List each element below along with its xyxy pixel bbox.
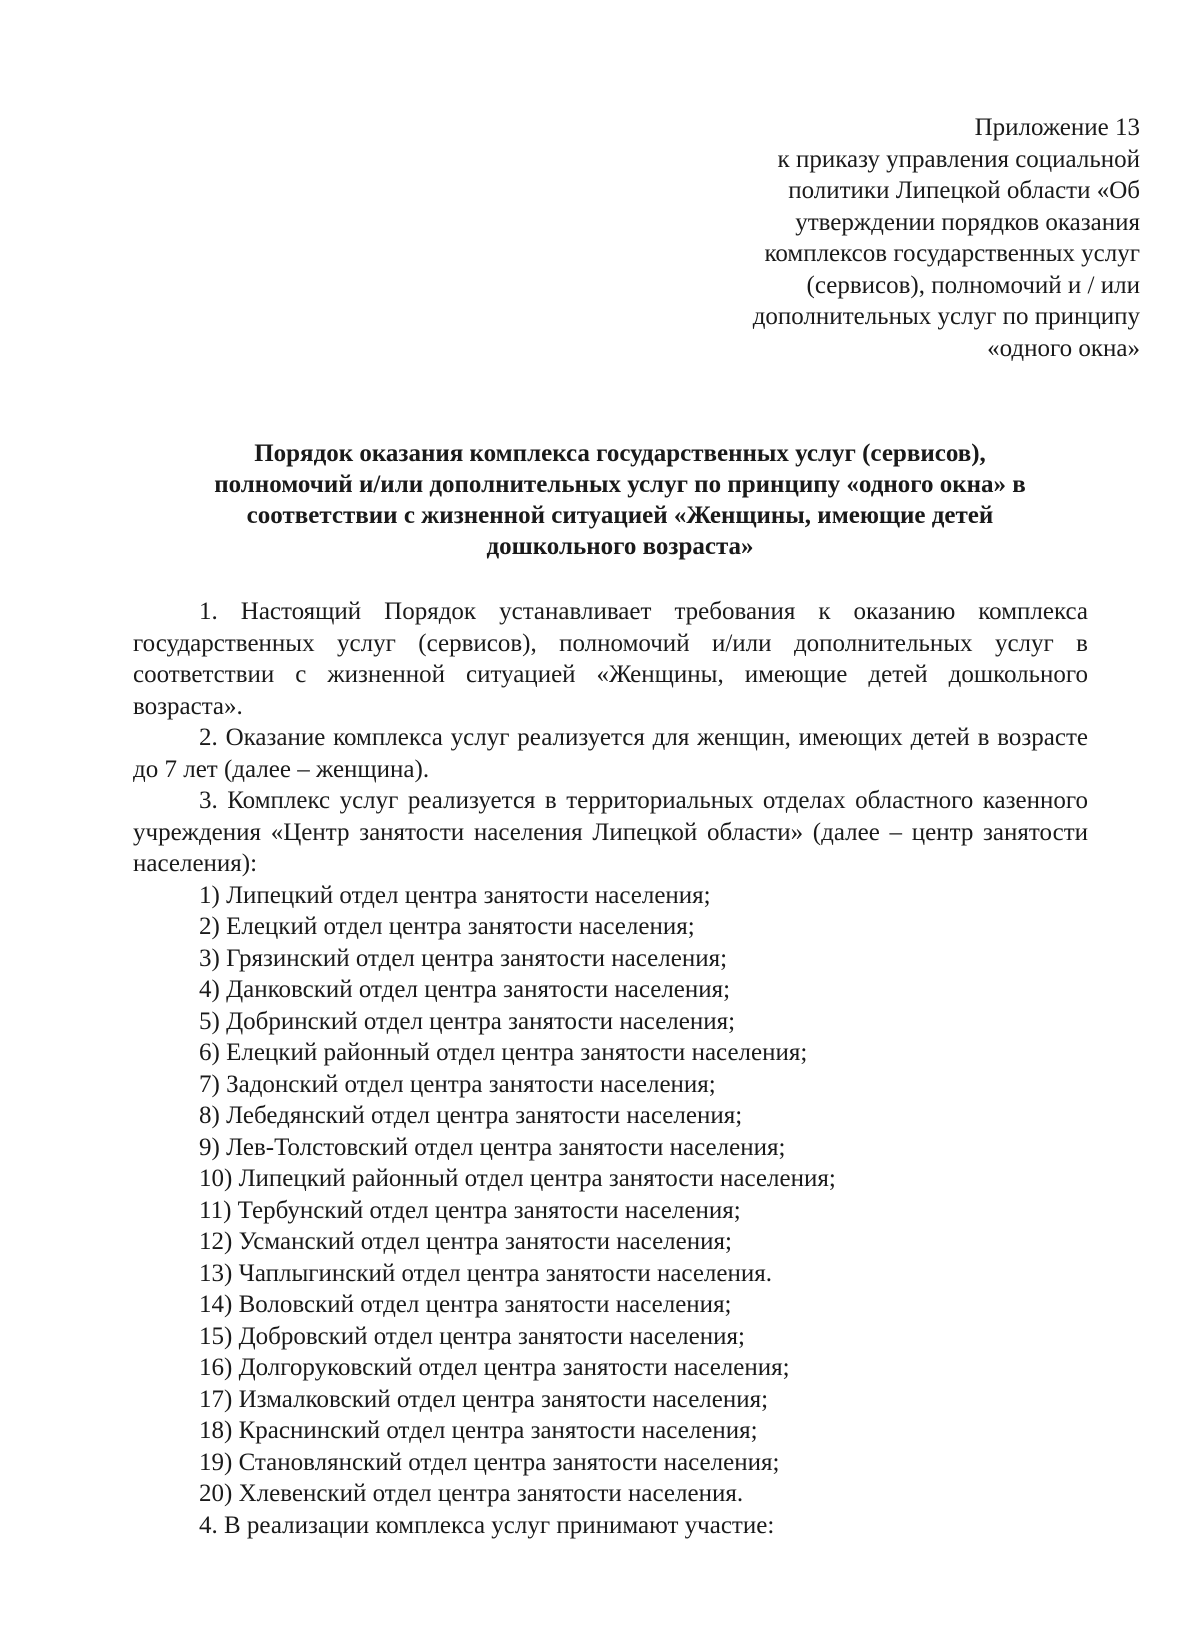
list-item: 14) Воловский отдел центра занятости населения; [199, 1291, 732, 1318]
list-item: 7) Задонский отдел центра занятости населения; [199, 1070, 716, 1098]
appendix-line: (сервисов), полномочий и / или [806, 271, 1140, 299]
appendix-line: политики Липецкой области «Об [788, 177, 1140, 204]
paragraph-1: 1. Настоящий Порядок устанавливает требования к оказанию комплекса государственных услуг (сервисов), полномочий и/или дополнительных услуг в соответствии с жизненной ситуацией «Женщины, имеющие детей дошкольного возраста». [133, 598, 1088, 720]
appendix-line: утверждении порядков оказания [795, 208, 1140, 236]
appendix-line: к приказу управления социальной [777, 145, 1140, 173]
title-line: полномочий и/или дополнительных услуг по принципу «одного окна» в [214, 471, 1026, 498]
list-item: 20) Хлевенский отдел центра занятости населения. [199, 1480, 744, 1507]
title-line: дошкольного возраста» [486, 533, 754, 560]
appendix-line: «одного окна» [987, 334, 1140, 362]
list-item: 6) Елецкий районный отдел центра занятости населения; [199, 1039, 808, 1066]
paragraph-3: 3. Комплекс услуг реализуется в территориальных отделах областного казенного учреждения «Центр занятости населения Липецкой области» (далее – центр занятости населения): [133, 787, 1088, 877]
list-item: 13) Чаплыгинский отдел центра занятости населения. [199, 1259, 773, 1287]
appendix-line: дополнительных услуг по принципу [752, 303, 1140, 330]
document-title [150, 438, 1090, 562]
list-item: 11) Тербунский отдел центра занятости населения; [199, 1196, 741, 1224]
list-item: 4) Данковский отдел центра занятости населения; [199, 976, 731, 1003]
paragraph-2: 2. Оказание комплекса услуг реализуется для женщин, имеющих детей в возрасте до 7 лет (далее – женщина). [133, 724, 1088, 783]
list-item: 12) Усманский отдел центра занятости населения; [199, 1228, 732, 1255]
appendix-header [660, 112, 1140, 364]
departments-list [133, 880, 1088, 1510]
list-item: 8) Лебедянский отдел центра занятости населения; [199, 1102, 743, 1129]
list-item: 17) Измалковский отдел центра занятости населения; [199, 1385, 769, 1413]
title-line: соответствии с жизненной ситуацией «Женщины, имеющие детей [246, 502, 994, 529]
list-item: 9) Лев-Толстовский отдел центра занятости населения; [199, 1133, 786, 1161]
paragraph-4: 4. В реализации комплекса услуг принимают участие: [199, 1511, 775, 1539]
title-line: Порядок оказания комплекса государственных услуг (сервисов), [254, 440, 986, 467]
document-body [133, 596, 1088, 1541]
list-item: 19) Становлянский отдел центра занятости населения; [199, 1448, 780, 1476]
list-item: 2) Елецкий отдел центра занятости населения; [199, 913, 695, 940]
list-item: 18) Краснинский отдел центра занятости населения; [199, 1417, 758, 1444]
list-item: 15) Добровский отдел центра занятости населения; [199, 1322, 745, 1350]
list-item: 5) Добринский отдел центра занятости населения; [199, 1007, 736, 1035]
list-item: 10) Липецкий районный отдел центра занятости населения; [199, 1165, 836, 1192]
appendix-line: Приложение 13 [974, 114, 1140, 141]
list-item: 3) Грязинский отдел центра занятости населения; [199, 944, 728, 972]
appendix-line: комплексов государственных услуг [764, 240, 1140, 267]
list-item: 1) Липецкий отдел центра занятости населения; [199, 881, 711, 909]
list-item: 16) Долгоруковский отдел центра занятости населения; [199, 1354, 790, 1381]
